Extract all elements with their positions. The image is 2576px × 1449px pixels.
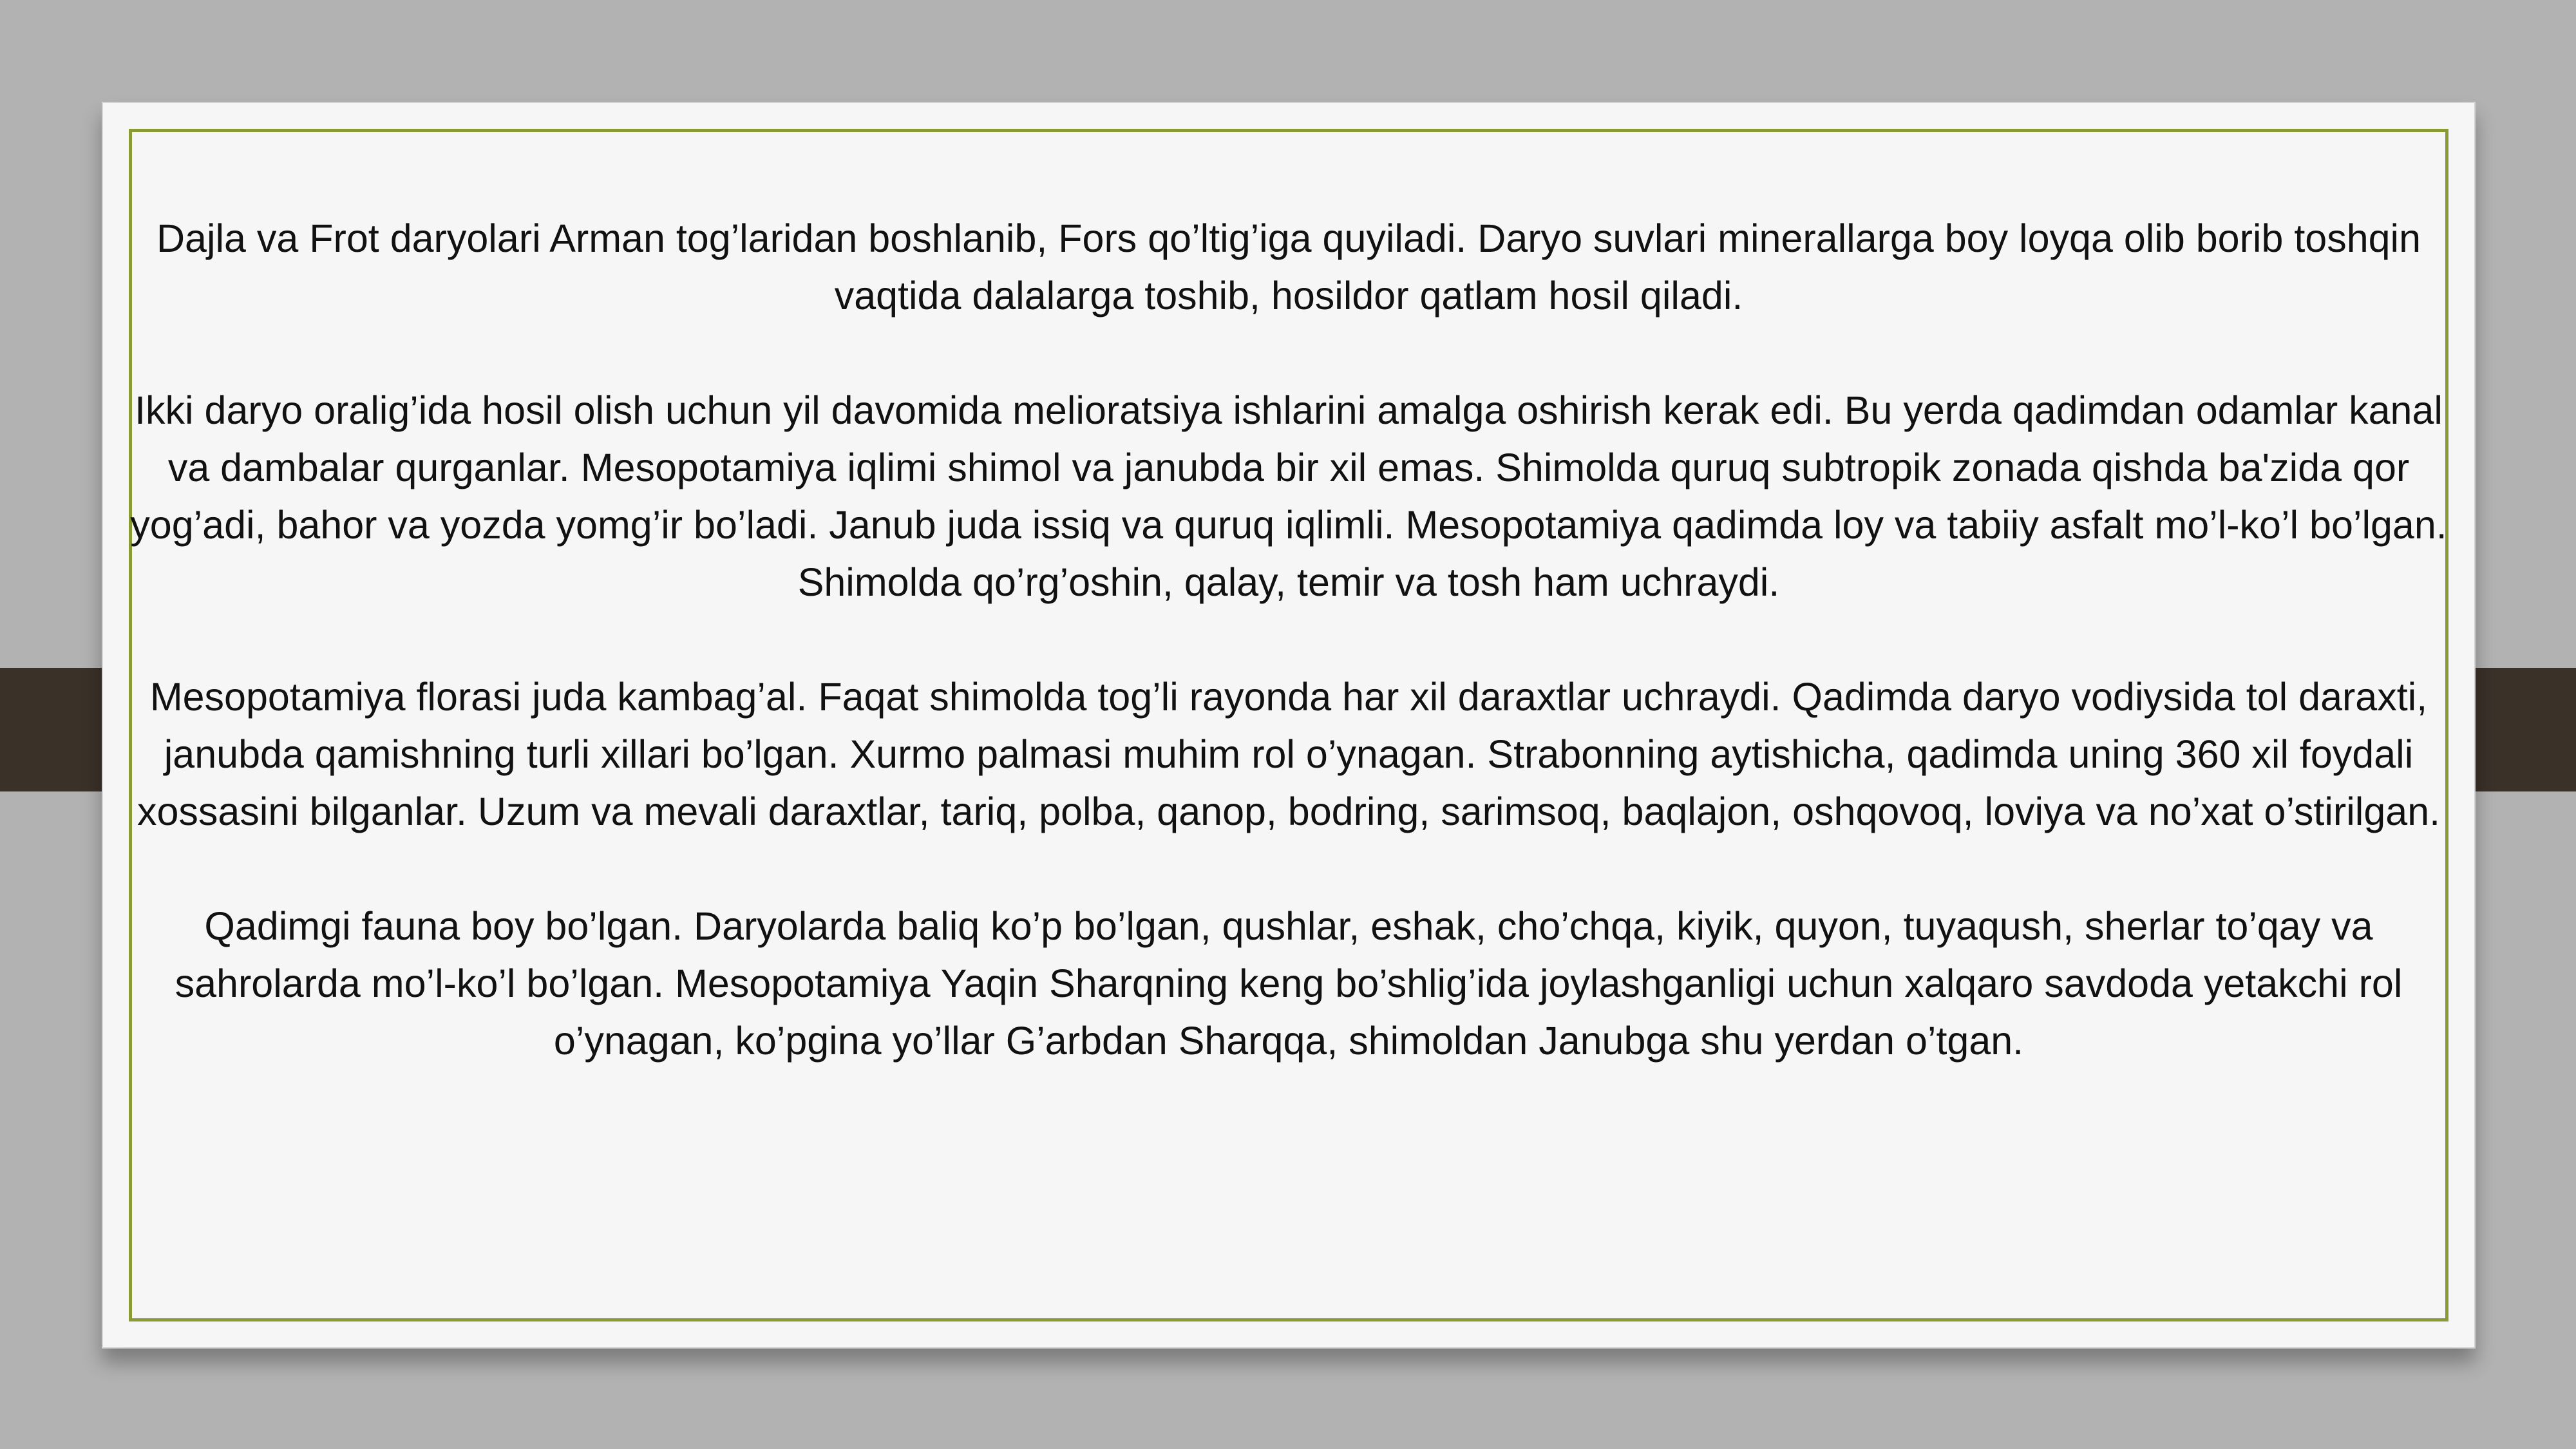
paragraph-rivers: Dajla va Frot daryolari Arman tog’laridan boshlanib, Fors qo’ltig’iga quyiladi. Daryo suvlari minerallarga boy loyqa olib borib toshqin vaqtida dalalarga toshib, hosildor qatlam hosil qiladi. — [156, 216, 2421, 317]
paragraph-flora: Mesopotamiya florasi juda kambag’al. Faqat shimolda tog’li rayonda har xil daraxtlar uchraydi. Qadimda daryo vodiysida tol daraxti, janubda qamishning turli xillari bo’lgan. Xurmo palmasi muhim rol o’ynagan. Strabonning aytishicha, qadimda uning 360 xil foydali xossasini bilganlar. Uzum va mevali daraxtlar, tariq, polba, qanop, bodring, sarimsoq, baqlajon, oshqovoq, loviya va no’xat o’stirilgan. — [137, 675, 2441, 833]
slide-text-body — [103, 210, 2474, 1070]
slide-card — [102, 102, 2476, 1349]
paragraph-fauna: Qadimgi fauna boy bo’lgan. Daryolarda baliq ko’p bo’lgan, qushlar, eshak, cho’chqa, kiyik, quyon, tuyaqush, sherlar to’qay va sahrolarda mo’l-ko’l bo’lgan. Mesopotamiya Yaqin Sharqning keng bo’shlig’ida joylashganligi uchun xalqaro savdoda yetakchi rol o’ynagan, ko’pgina yo’llar G’arbdan Sharqqa, shimoldan Janubga shu yerdan o’tgan. — [175, 904, 2403, 1063]
paragraph-climate: Ikki daryo oralig’ida hosil olish uchun yil davomida melioratsiya ishlarini amalga oshirish kerak edi. Bu yerda qadimdan odamlar kanal va dambalar qurganlar. Mesopotamiya iqlimi shimol va janubda bir xil emas. Shimolda quruq subtropik zonada qishda ba'zida qor yog’adi, bahor va yozda yomg’ir bo’ladi. Janub juda issiq va quruq iqlimli. Mesopotamiya qadimda loy va tabiiy asfalt mo’l-ko’l bo’lgan. Shimolda qo’rg’oshin, qalay, temir va tosh ham uchraydi. — [130, 388, 2447, 604]
